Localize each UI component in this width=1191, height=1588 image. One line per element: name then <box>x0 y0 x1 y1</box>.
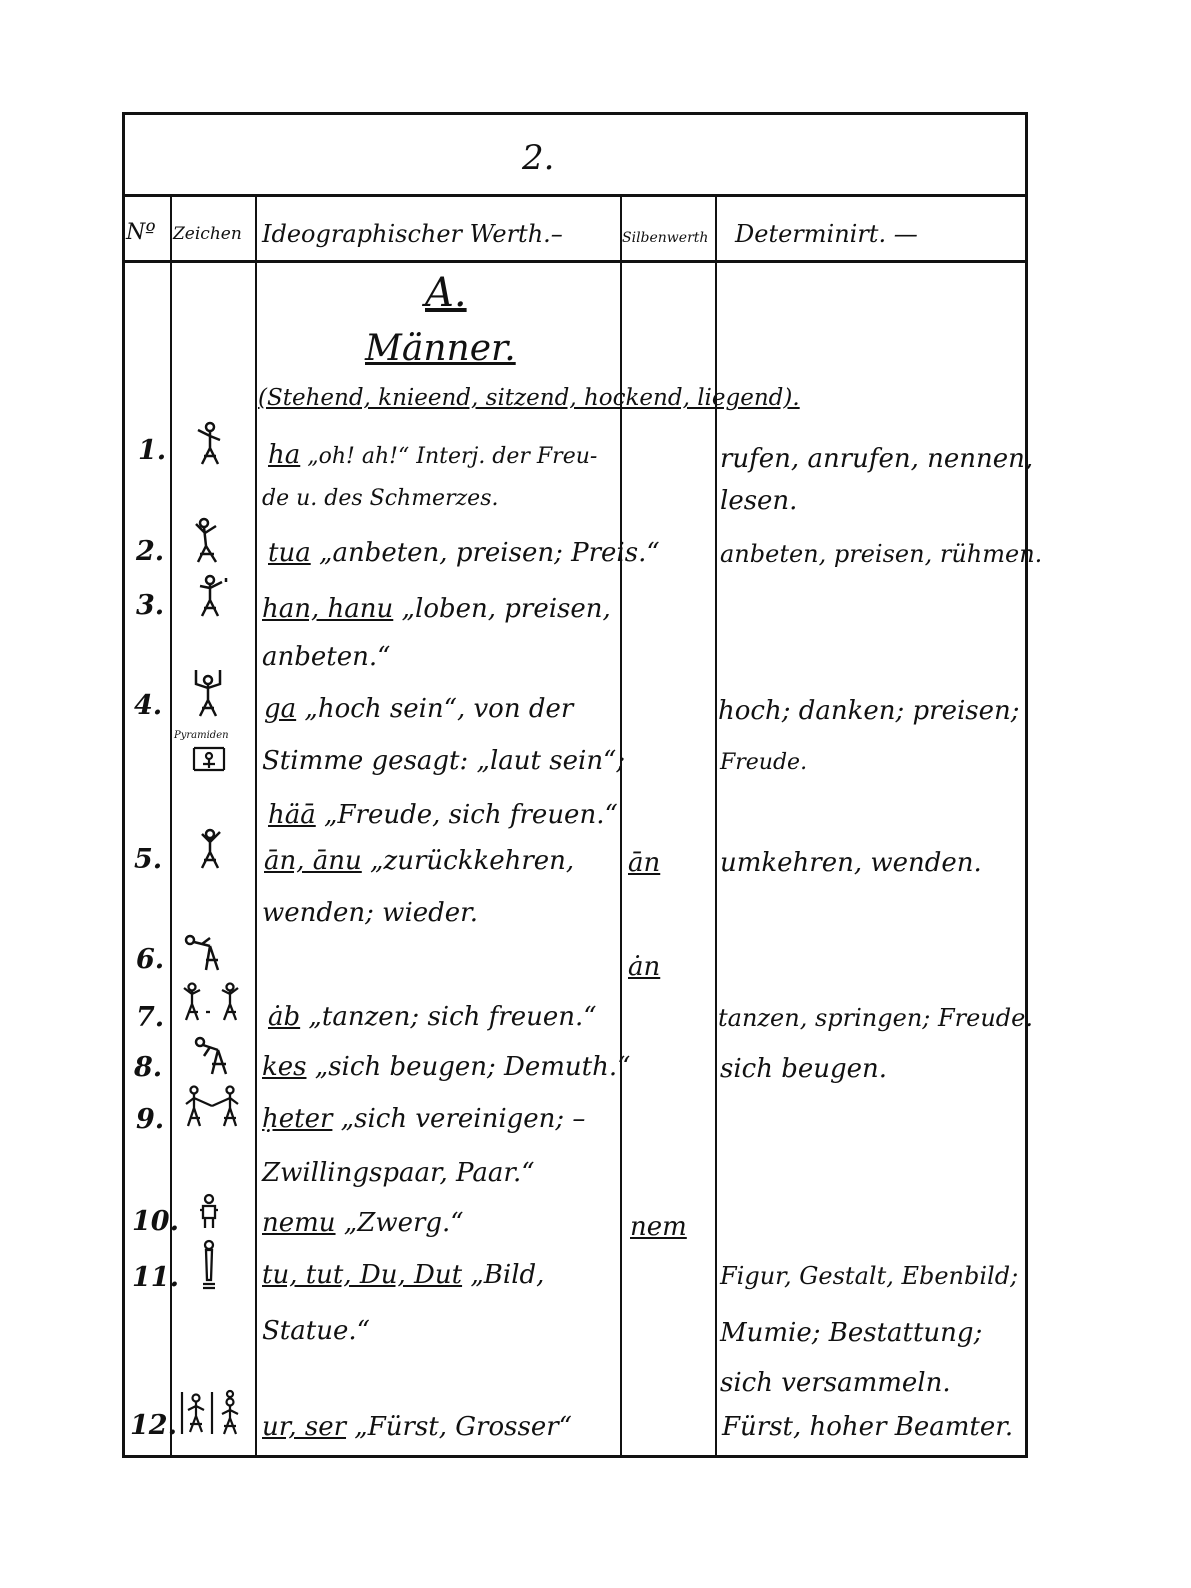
row-number-10: 10. <box>132 1206 179 1237</box>
row-12-determinative-1: Fürst, hoher Beamter. <box>722 1412 1014 1442</box>
row-8-meaning: „sich beugen; Demuth.“ <box>306 1052 631 1082</box>
prince-official-icon <box>176 1388 254 1438</box>
two-men-joined-icon <box>180 1082 246 1130</box>
row-4-word-2: häā <box>268 800 316 830</box>
statue-icon <box>198 1238 220 1294</box>
header-nr: Nº <box>126 220 156 245</box>
row-4-meaning: „hoch sein“, von der <box>296 694 574 724</box>
row-4-determinative-2: Freude. <box>720 750 808 775</box>
row-1-meaning: „oh! ah!“ Interj. der Freu- <box>300 444 598 469</box>
row-1-line-2: de u. des Schmerzes. <box>262 486 499 511</box>
row-8-line-1 <box>262 1052 630 1082</box>
column-divider-syllabic <box>715 194 717 1458</box>
row-9-word: ḥeter <box>262 1104 333 1134</box>
row-2-meaning: „anbeten, preisen; Preis.“ <box>310 538 660 568</box>
row-3-line-1 <box>262 594 611 624</box>
row-4-meaning-2: „Freude, sich freuen.“ <box>315 800 618 830</box>
header-rule-bottom <box>122 260 1028 263</box>
column-divider-zeichen <box>255 194 257 1458</box>
row-5-syllabic: ān <box>628 848 661 878</box>
row-9-line-2: Zwillingspaar, Paar.“ <box>262 1158 535 1188</box>
man-bending-forward-icon <box>180 930 228 974</box>
row-11-meaning: „Bild, <box>462 1260 545 1290</box>
pyramid-variant-icon <box>190 744 228 774</box>
row-9-meaning: „sich vereinigen; – <box>332 1104 586 1134</box>
row-10-meaning: „Zwerg.“ <box>335 1208 464 1238</box>
row-number-11: 11. <box>132 1262 179 1293</box>
standing-man-arm-raised-icon <box>190 418 230 468</box>
row-6-syllabic: ȧn <box>628 952 661 982</box>
row-11-line-2: Statue.“ <box>262 1316 370 1346</box>
row-1-determinative-2: lesen. <box>720 486 798 516</box>
row-4-line-3 <box>268 800 618 830</box>
row-number-4: 4. <box>134 690 163 721</box>
section-letter: A. <box>425 270 467 316</box>
dwarf-icon <box>196 1192 222 1232</box>
row-2-determinative-1: anbeten, preisen, rühmen. <box>720 540 1043 568</box>
row-11-word: tu, tut, Du, Dut <box>262 1260 463 1290</box>
row-5-line-1 <box>264 846 574 876</box>
row-11-determinative-1: Figur, Gestalt, Ebenbild; <box>720 1262 1019 1290</box>
row-1-word: ha <box>268 440 301 470</box>
section-postures: (Stehend, knieend, sitzend, hockend, liegend). <box>258 385 800 411</box>
row-11-determinative-2: Mumie; Bestattung; <box>720 1318 983 1348</box>
row-7-determinative-1: tanzen, springen; Freude. <box>718 1004 1033 1032</box>
row-9-line-1 <box>262 1104 585 1134</box>
page-number: 2. <box>522 138 555 178</box>
row-3-line-2: anbeten.“ <box>262 642 391 672</box>
row-number-8: 8. <box>134 1052 163 1083</box>
row-1-determinative-1: rufen, anrufen, nennen, <box>720 444 1034 474</box>
header-rule-top <box>122 194 1028 197</box>
row-8-word: kes <box>262 1052 307 1082</box>
row-number-2: 2. <box>136 536 165 567</box>
row-3-word: han, hanu <box>262 594 394 624</box>
praising-man-icon <box>192 572 234 620</box>
row-7-word: ȧb <box>268 1002 301 1032</box>
man-bowing-icon <box>190 1034 236 1078</box>
row-3-meaning: „loben, preisen, <box>393 594 611 624</box>
adoring-man-icon <box>188 514 228 566</box>
table-frame <box>122 112 1028 1458</box>
row-4-line-1 <box>264 694 573 724</box>
row-1-line-1 <box>268 440 597 470</box>
row-4-word: ga <box>264 694 297 724</box>
header-zeichen: Zeichen <box>173 224 242 244</box>
row-12-word: ur, ser <box>262 1412 347 1442</box>
header-determinative: Determinirt. — <box>735 220 918 248</box>
row-2-word: tua <box>268 538 311 568</box>
row-7-meaning: „tanzen; sich freuen.“ <box>300 1002 597 1032</box>
row-number-6: 6. <box>136 944 165 975</box>
header-syllabic: Silbenwerth <box>622 230 709 246</box>
section-title: Männer. <box>365 328 516 369</box>
row-5-meaning: „zurückkehren, <box>361 846 575 876</box>
row-number-1: 1. <box>138 435 167 466</box>
row-10-syllabic: nem <box>630 1212 687 1242</box>
row-5-word: ān, ānu <box>264 846 362 876</box>
man-turning-icon <box>192 826 228 872</box>
row-number-9: 9. <box>136 1104 165 1135</box>
row-number-12: 12. <box>130 1410 177 1441</box>
row-5-line-2: wenden; wieder. <box>262 898 479 928</box>
row-2-line-1 <box>268 538 660 568</box>
row-8-determinative-1: sich beugen. <box>720 1054 888 1084</box>
pyramids-label: Pyramiden <box>174 730 229 741</box>
row-number-5: 5. <box>134 844 163 875</box>
header-ideographic: Ideographischer Werth.– <box>262 220 563 248</box>
row-12-meaning: „Fürst, Grosser“ <box>346 1412 572 1442</box>
row-number-3: 3. <box>136 590 165 621</box>
row-4-determinative-1: hoch; danken; preisen; <box>718 696 1020 726</box>
column-divider-ideographic <box>620 194 622 1458</box>
row-4-line-2: Stimme gesagt: „laut sein“; <box>262 746 626 776</box>
row-number-7: 7. <box>136 1002 165 1033</box>
row-7-line-1 <box>268 1002 597 1032</box>
row-11-determinative-3: sich versammeln. <box>720 1368 951 1398</box>
dancing-men-icon <box>180 980 246 1026</box>
row-12-line-1 <box>262 1412 572 1442</box>
row-10-word: nemu <box>262 1208 336 1238</box>
row-5-determinative-1: umkehren, wenden. <box>720 848 982 878</box>
row-11-line-1 <box>262 1260 544 1290</box>
man-both-arms-raised-icon <box>188 664 228 718</box>
row-10-line-1 <box>262 1208 464 1238</box>
